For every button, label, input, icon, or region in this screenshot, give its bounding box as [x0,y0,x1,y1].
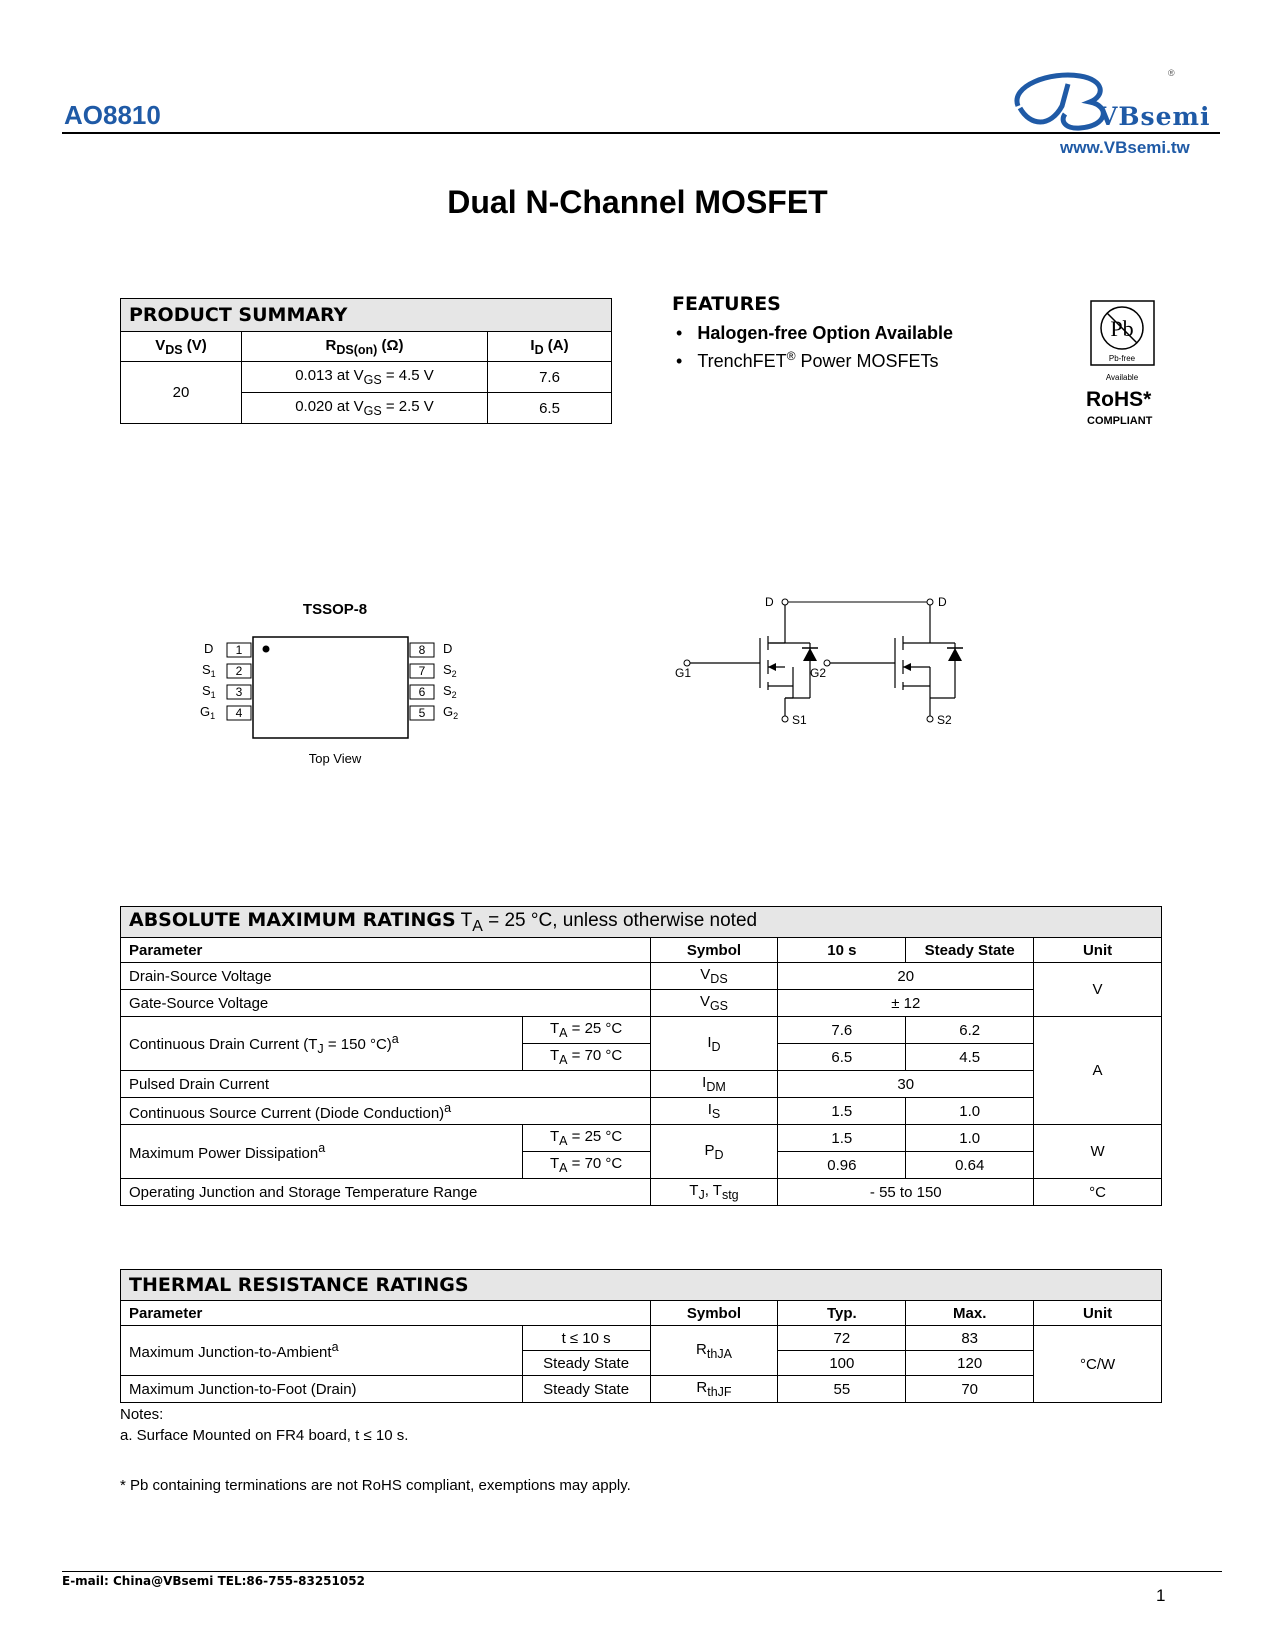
col-id: $I_D$ (A) [488,332,612,362]
table-cell: Operating Junction and Storage Temperature Range [121,1179,651,1206]
table-cell: $R_{thJA}$ [650,1326,778,1376]
pin-label: D [204,641,214,656]
table-cell: V [1034,963,1162,1017]
table-cell: Maximum Power Dissipation$^a$ [121,1125,523,1179]
package-view-label: Top View [308,751,362,766]
col-vds: $V_{DS}$ (V) [121,332,242,362]
note-a: a. Surface Mounted on FR4 board, t ≤ 10 s. [120,1427,409,1444]
table-cell: ± 12 [778,990,1034,1017]
table-cell: $V_{DS}$ [650,963,778,990]
thermal-resistance-table [120,1269,1162,1403]
rohs-label: RoHS* [1086,388,1152,411]
table-cell: 4.5 [906,1044,1034,1071]
mosfet-2-symbol [830,605,955,716]
col-parameter: Parameter [121,1301,651,1326]
thermal-heading: THERMAL RESISTANCE RATINGS [121,1270,1162,1301]
id-value: 6.5 [488,393,612,424]
gate-1-label: G1 [675,666,692,680]
pb-free-label: Pb-free [1108,354,1136,363]
table-cell: Maximum Junction-to-Foot (Drain) [121,1376,523,1403]
col-unit: Unit [1034,1301,1162,1326]
absolute-maximum-ratings-table [120,906,1162,1206]
col-symbol: Symbol [650,1301,778,1326]
table-cell: $T_A = 70$ °C [522,1152,650,1179]
pin-label: $S_2$ [443,683,457,700]
table-cell: A [1034,1017,1162,1125]
document-title: Dual N-Channel MOSFET [447,184,828,220]
source-1-label: S1 [792,713,807,727]
pin-number: 7 [418,664,426,678]
table-cell: t ≤ 10 s [522,1326,650,1351]
table-cell: Continuous Drain Current ($T_J = 150$ °C)$^a$ [121,1017,523,1071]
note-pb: * Pb containing terminations are not RoHS compliant, exemptions may apply. [120,1477,631,1494]
col-typ: Typ. [778,1301,906,1326]
features-heading: FEATURES [672,293,781,315]
table-cell: 20 [778,963,1034,990]
part-number: AO8810 [64,100,161,130]
table-cell: 72 [778,1326,906,1351]
table-cell: 6.5 [778,1044,906,1071]
table-cell: °C/W [1034,1326,1162,1403]
table-cell: $V_{GS}$ [650,990,778,1017]
pb-symbol: Pb [1110,316,1134,341]
package-name: TSSOP-8 [302,601,368,618]
table-cell: °C [1034,1179,1162,1206]
website-link[interactable]: www.VBsemi.tw [1060,138,1190,157]
table-cell: Continuous Source Current (Diode Conduction)$^a$ [121,1098,651,1125]
table-cell: $I_{DM}$ [650,1071,778,1098]
table-cell: 70 [906,1376,1034,1403]
notes-title: Notes: [120,1406,164,1423]
col-max: Max. [906,1301,1034,1326]
table-cell: 55 [778,1376,906,1403]
id-value: 7.6 [488,362,612,393]
pin-number: 3 [235,685,243,699]
table-cell: 1.0 [906,1098,1034,1125]
product-summary-table [120,298,612,424]
table-cell: $I_D$ [650,1017,778,1071]
drain-2-label: D [938,595,947,609]
feature-item: • TrenchFET® Power MOSFETs [676,349,939,371]
table-cell: 1.0 [906,1125,1034,1152]
pin-number: 4 [235,706,243,720]
brand-name: VBsemi [1098,102,1211,131]
gate-2-label: G2 [810,666,827,680]
table-cell: 0.64 [906,1152,1034,1179]
pin-number: 2 [235,664,243,678]
table-cell: - 55 to 150 [778,1179,1034,1206]
table-cell: 0.96 [778,1152,906,1179]
amr-heading: ABSOLUTE MAXIMUM RATINGS $T_A = 25$ °C, unless otherwise noted [121,907,1162,938]
table-cell: 83 [906,1326,1034,1351]
rds-value: 0.020 at $V_{GS} = 2.5$ V [242,393,488,424]
table-cell: Drain-Source Voltage [121,963,651,990]
col-rds-on: $R_{DS(on)}$ (Ω) [242,332,488,362]
table-cell: Steady State [522,1351,650,1376]
pin-label: $S_1$ [202,662,216,679]
rohs-compliant-label: COMPLIANT [1087,415,1153,427]
dual-mosfet-schematic [675,588,970,758]
vds-value: 20 [121,362,242,424]
table-cell: 120 [906,1351,1034,1376]
table-cell: 30 [778,1071,1034,1098]
table-cell: $T_A = 70$ °C [522,1044,650,1071]
page-number: 1 [1156,1586,1166,1605]
table-cell: 1.5 [778,1125,906,1152]
col-unit: Unit [1034,938,1162,963]
pb-free-badge [1090,300,1155,384]
available-label: Available [1105,373,1139,382]
feature-item: • Halogen-free Option Available [676,323,954,343]
table-cell: Pulsed Drain Current [121,1071,651,1098]
table-cell: W [1034,1125,1162,1179]
table-cell: $T_A = 25$ °C [522,1125,650,1152]
table-cell: 1.5 [778,1098,906,1125]
table-cell: $R_{thJF}$ [650,1376,778,1403]
table-cell: Steady State [522,1376,650,1403]
col-steady-state: Steady State [906,938,1034,963]
registered-mark: ® [1168,68,1175,78]
table-cell: $I_S$ [650,1098,778,1125]
pin-number: 1 [235,643,243,657]
table-cell: $T_J$, $T_{stg}$ [650,1179,778,1206]
footer-divider [62,1571,1222,1572]
pin-number: 5 [418,706,426,720]
pin-label: $S_2$ [443,662,457,679]
rds-value: 0.013 at $V_{GS} = 4.5$ V [242,362,488,393]
product-summary-heading: PRODUCT SUMMARY [121,299,612,332]
pin-label: D [443,641,453,656]
table-cell: $P_D$ [650,1125,778,1179]
col-parameter: Parameter [121,938,651,963]
col-symbol: Symbol [650,938,778,963]
mosfet-1-symbol [690,605,810,716]
source-2-label: S2 [937,713,952,727]
pin-label: $G_2$ [443,704,459,721]
pin-number: 6 [418,685,426,699]
pin-number: 8 [418,643,426,657]
table-cell: $T_A = 25$ °C [522,1017,650,1044]
footer-contact: E-mail: China@VBsemi TEL:86-755-83251052 [62,1574,365,1588]
table-cell: Maximum Junction-to-Ambient$^a$ [121,1326,523,1376]
table-cell: 7.6 [778,1017,906,1044]
table-cell: Gate-Source Voltage [121,990,651,1017]
pin-label: $G_1$ [200,704,216,721]
package-pinout-diagram [180,600,480,770]
pin-label: $S_1$ [202,683,216,700]
table-cell: 100 [778,1351,906,1376]
table-cell: 6.2 [906,1017,1034,1044]
drain-1-label: D [765,595,774,609]
col-10s: 10 s [778,938,906,963]
